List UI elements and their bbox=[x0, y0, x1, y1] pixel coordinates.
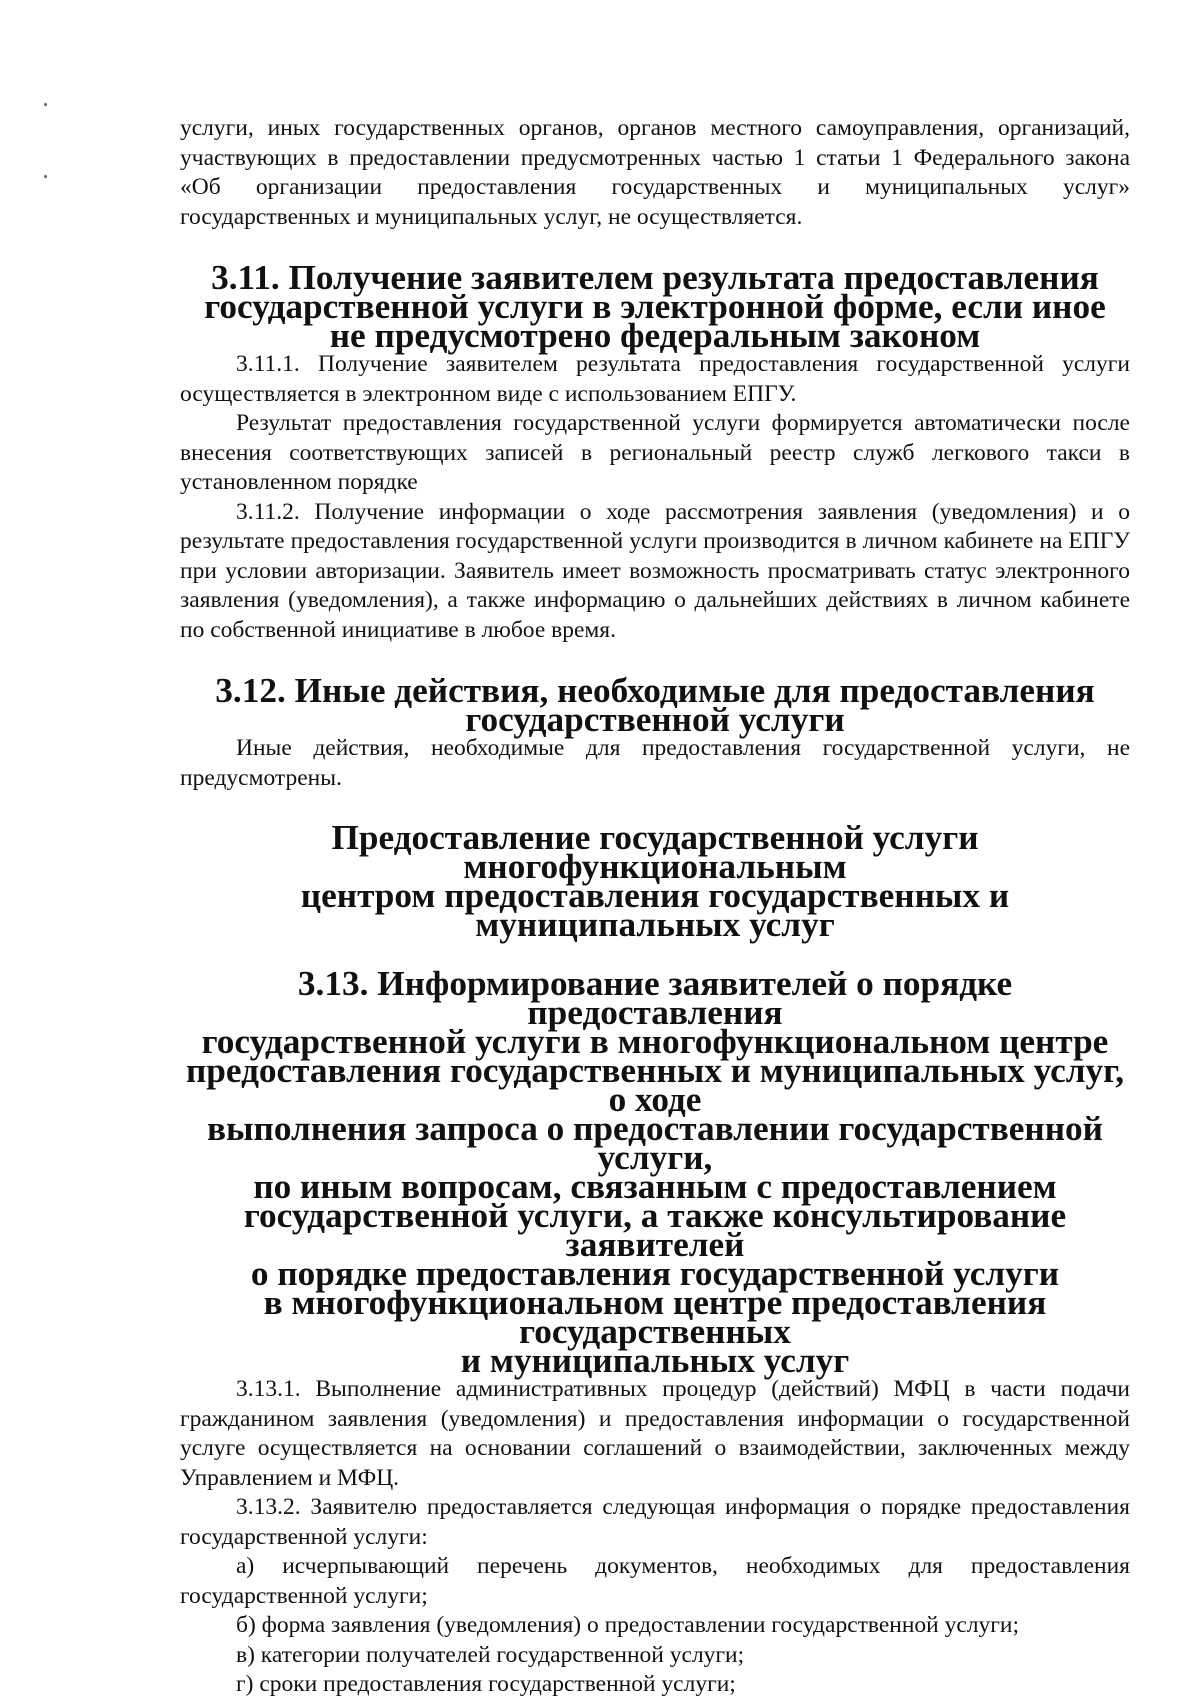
scan-speck bbox=[44, 103, 47, 106]
paragraph-3-11-2: 3.11.2. Получение информации о ходе рассмотрения заявления (уведомления) и о результате предоставления государственной услуги производится в личном кабинете на ЕПГУ при условии авторизации. Заявитель имеет возможность просматривать статус электронного заявления (уведомления), а также информацию о дальнейших действиях в личном кабинете по собственной инициативе в любое время. bbox=[180, 498, 1130, 643]
paragraph-3-13-1: 3.13.1. Выполнение административных процедур (действий) МФЦ в части подачи гражданином заявления (уведомления) и предоставления информации о государственной услуге осуществляется на основании соглашений о взаимодействии, заключенных между Управлением и МФЦ. bbox=[180, 1376, 1130, 1491]
heading-line: предоставления государственных и муниципальных услуг, о ходе bbox=[185, 1051, 1125, 1119]
heading-line: 3.11. Получение заявителем результата предоставления bbox=[211, 258, 1099, 297]
section-3-12-heading bbox=[180, 671, 1130, 739]
heading-line: государственной услуги в многофункциональном центре bbox=[201, 1022, 1109, 1061]
section-3-13-heading bbox=[180, 964, 1130, 1380]
intro-paragraph: услуги, иных государственных органов, органов местного самоуправления, организаций, участвующих в предоставлении предусмотренных частью 1 статьи 1 Федерального закона «Об организации предоставления государственных и муниципальных услуг» государственных и муниципальных услуг, не осуществляется. bbox=[180, 115, 1130, 230]
paragraph-3-13-2: 3.13.2. Заявителю предоставляется следующая информация о порядке предоставления государственной услуги: bbox=[180, 1494, 1130, 1550]
heading-line: Предоставление государственной услуги многофункциональным bbox=[331, 818, 979, 886]
list-item: б) форма заявления (уведомления) о предоставлении государственной услуги; bbox=[236, 1612, 1020, 1638]
heading-line: о порядке предоставления государственной услуги bbox=[250, 1254, 1060, 1293]
heading-line: 3.13. Информирование заявителей о порядке предоставления bbox=[297, 964, 1013, 1032]
heading-line: по иным вопросам, связанным с предоставлением bbox=[253, 1167, 1057, 1206]
paragraph-3-11-1: 3.11.1. Получение заявителем результата предоставления государственной услуги осуществляется в электронном виде с использованием ЕПГУ. bbox=[180, 351, 1130, 407]
heading-line: государственной услуги в электронной форме, если иное bbox=[204, 287, 1106, 326]
scan-speck bbox=[44, 175, 47, 178]
section-3-11-heading bbox=[180, 258, 1130, 355]
heading-line: центром предоставления государственных и муниципальных услуг bbox=[300, 876, 1010, 944]
list-item: в) категории получателей государственной услуги; bbox=[236, 1641, 745, 1668]
heading-line: выполнения запроса о предоставлении государственной услуги, bbox=[207, 1109, 1103, 1177]
paragraph-result: Результат предоставления государственной услуги формируется автоматически после внесения соответствующих записей в региональный реестр служб легкового такси в установленном порядке bbox=[180, 410, 1130, 495]
list-item: а) исчерпывающий перечень документов, необходимых для предоставления государственной услуги; bbox=[180, 1553, 1130, 1609]
heading-line: и муниципальных услуг bbox=[460, 1341, 850, 1380]
chapter-heading bbox=[180, 818, 1130, 944]
document-body bbox=[180, 114, 1130, 1700]
heading-line: 3.12. Иные действия, необходимые для предоставления bbox=[215, 671, 1095, 710]
heading-line: не предусмотрено федеральным законом bbox=[329, 316, 981, 355]
heading-line: государственной услуги bbox=[465, 700, 845, 739]
list-item: г) сроки предоставления государственной услуги; bbox=[236, 1671, 736, 1697]
paragraph-3-12: Иные действия, необходимые для предоставления государственной услуги, не предусмотрены. bbox=[180, 735, 1130, 791]
heading-line: в многофункциональном центре предоставления государственных bbox=[263, 1283, 1047, 1351]
heading-line: государственной услуги, а также консультирование заявителей bbox=[243, 1196, 1067, 1264]
